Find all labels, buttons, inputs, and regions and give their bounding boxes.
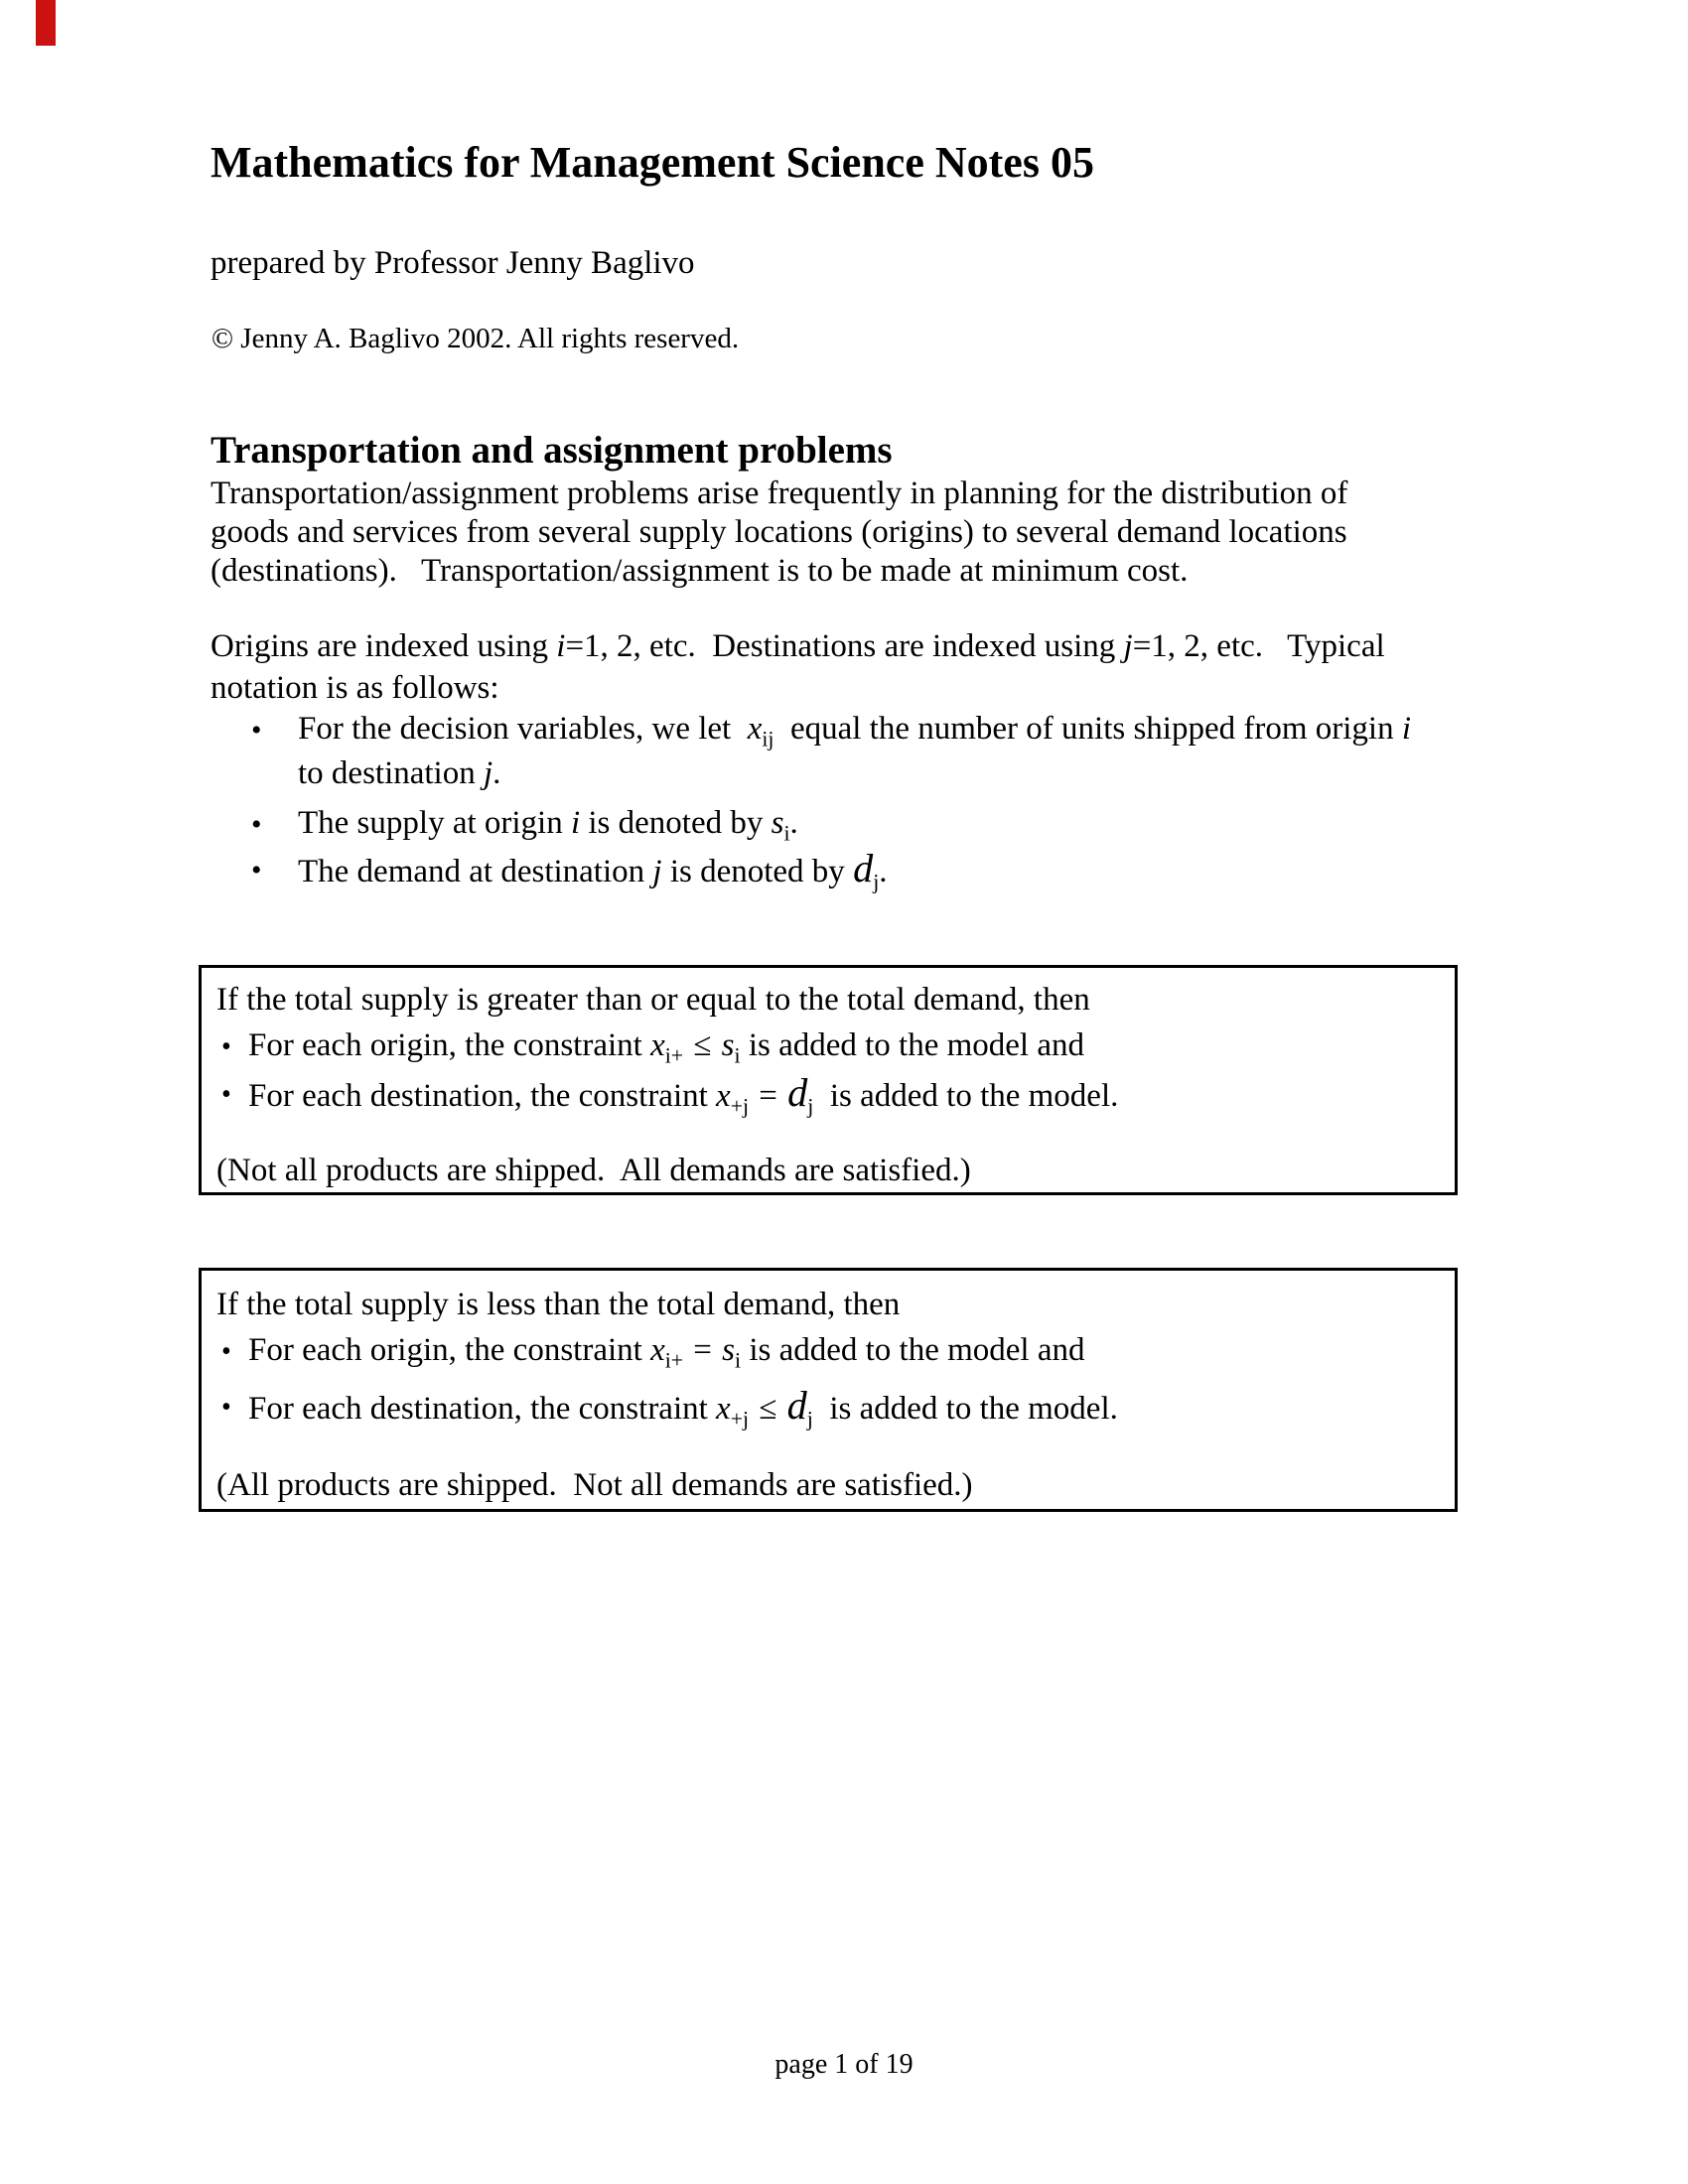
- copyright-line: © Jenny A. Baglivo 2002. All rights reserved.: [211, 323, 740, 354]
- box-header: If the total supply is greater than or equal to the total demand, then: [216, 982, 1090, 1018]
- bullet-demand-notation: The demand at destination j is denoted by $d_j$.: [298, 846, 888, 894]
- bullet-icon: •: [251, 714, 262, 747]
- bullet-decision-variables-line-2: to destination j.: [298, 755, 501, 791]
- bullet-icon: •: [221, 1031, 231, 1062]
- section-heading: Transportation and assignment problems: [211, 429, 893, 472]
- bullet-icon: •: [221, 1079, 231, 1110]
- indexing-paragraph: [211, 625, 1385, 709]
- intro-line-2: goods and services from several supply locations (origins) to several demand locations: [211, 514, 1347, 550]
- box-note: (All products are shipped. Not all demands are satisfied.): [216, 1467, 973, 1503]
- box-origin-constraint: For each origin, the constraint $x_{i+} \le s_i$ is added to the model and: [248, 1027, 1084, 1068]
- supply-ge-demand-rule-box: [199, 965, 1458, 1195]
- bullet-icon: •: [221, 1336, 231, 1367]
- document-subtitle: prepared by Professor Jenny Baglivo: [211, 245, 695, 281]
- box-note: (Not all products are shipped. All demands are satisfied.): [216, 1153, 971, 1188]
- page-number-footer: page 1 of 19: [774, 2049, 914, 2080]
- scan-artifact-mark: [36, 0, 56, 46]
- bullet-supply-notation: The supply at origin i is denoted by $s_i$.: [298, 805, 798, 846]
- box-destination-constraint: For each destination, the constraint $x_{+j} = d_j$ is added to the model.: [248, 1070, 1119, 1119]
- box-origin-constraint: For each origin, the constraint $x_{i+} = s_i$ is added to the model and: [248, 1332, 1085, 1373]
- bullet-icon: •: [251, 854, 262, 887]
- intro-line-1: Transportation/assignment problems arise frequently in planning for the distribution of: [211, 476, 1348, 511]
- intro-line-3: (destinations). Transportation/assignment is to be made at minimum cost.: [211, 553, 1189, 589]
- box-destination-constraint: For each destination, the constraint $x_{+j} \le d_j$ is added to the model.: [248, 1383, 1118, 1432]
- indexing-line-2: notation is as follows:: [211, 670, 499, 706]
- box-header: If the total supply is less than the total demand, then: [216, 1287, 901, 1322]
- intro-paragraph: [211, 475, 1347, 591]
- supply-lt-demand-rule-box: [199, 1268, 1458, 1512]
- bullet-icon: •: [221, 1392, 231, 1423]
- bullet-icon: •: [251, 808, 262, 841]
- indexing-line-1: Origins are indexed using i=1, 2, etc. Destinations are indexed using j=1, 2, etc. Typical: [211, 628, 1385, 664]
- bullet-decision-variables-line-1: For the decision variables, we let $x_{ij}$ equal the number of units shipped from origin i: [298, 711, 1412, 751]
- document-title: Mathematics for Management Science Notes 05: [211, 138, 1094, 187]
